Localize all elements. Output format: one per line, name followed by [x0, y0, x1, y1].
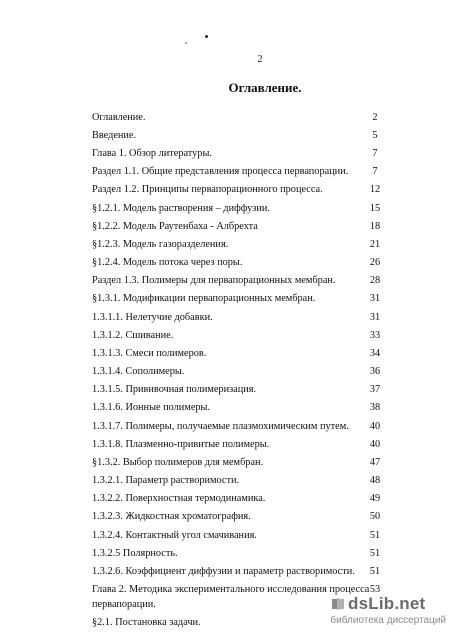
toc-entry-title: §1.2.1. Модель растворения – диффузии. — [92, 203, 270, 214]
toc-entry-title: §2.1. Постановка задачи. — [92, 617, 201, 628]
toc-entry-page: 47 — [369, 457, 381, 468]
toc-entry-title: 1.3.1.5. Прививочная полимеризация. — [92, 384, 257, 395]
toc-entry — [0, 201, 450, 216]
toc-entry-title: 1.3.2.5 Полярность. — [92, 548, 178, 559]
toc-entry-page: 12 — [369, 184, 381, 195]
toc-entry — [0, 346, 450, 361]
toc-entry-title: 1.3.2.6. Коэффициент диффузии и параметр растворимости. — [92, 566, 355, 577]
book-icon — [331, 597, 345, 611]
toc-entry — [0, 237, 450, 252]
toc-entry-page: 31 — [369, 293, 381, 304]
toc-entry-title: Раздел 1.2. Принципы первапорационного процесса. — [92, 184, 323, 195]
toc-entry — [0, 110, 450, 125]
toc-entry-page: 37 — [369, 384, 381, 395]
toc-entry-page: 26 — [369, 257, 381, 268]
toc-entry-title: 1.3.1.3. Смеси полимеров. — [92, 348, 207, 359]
toc-entry-title: §1.3.2. Выбор полимеров для мембран. — [92, 457, 264, 468]
toc-entry-title: 1.3.2.1. Параметр растворимости. — [92, 475, 240, 486]
toc-entry — [0, 473, 450, 488]
toc-entry — [0, 419, 450, 434]
toc-entry — [0, 328, 450, 343]
toc-entry — [0, 528, 450, 543]
toc-entry-page: 7 — [372, 166, 378, 177]
toc-entry-page: 34 — [369, 348, 381, 359]
toc-entry-page: 38 — [369, 402, 381, 413]
toc-entry-title: 1.3.1.2. Сшивание. — [92, 330, 174, 341]
toc-entry-page: 51 — [369, 566, 381, 577]
toc-entry-page: 33 — [369, 330, 381, 341]
scan-speck — [185, 42, 187, 44]
toc-entry — [0, 219, 450, 234]
toc-entry-page: 21 — [369, 239, 381, 250]
toc-entry-title: 1.3.1.8. Плазменно-привитые полимеры. — [92, 439, 270, 450]
toc-entry — [0, 400, 450, 415]
watermark-tagline: библиотека диссертаций — [330, 615, 446, 626]
toc-entry-title: Оглавление. — [92, 112, 146, 123]
toc-entry-page: 2 — [372, 112, 378, 123]
watermark-logo — [328, 594, 446, 630]
toc-entry-title: 1.3.2.2. Поверхностная термодинамика. — [92, 493, 266, 504]
toc-entry-title: Глава 1. Обзор литературы. — [92, 148, 212, 159]
toc-entry-title: Введение. — [92, 130, 137, 141]
toc-entry — [0, 491, 450, 506]
toc-entry-page: 31 — [369, 312, 381, 323]
toc-entry — [0, 310, 450, 325]
toc-entry — [0, 364, 450, 379]
toc-entry-page: 40 — [369, 421, 381, 432]
toc-entry-title: §1.3.1. Модификации первапорационных мембран. — [92, 293, 316, 304]
toc-entry-page: 5 — [372, 130, 378, 141]
toc-entry — [0, 255, 450, 270]
toc-entry — [0, 546, 450, 561]
toc-entry-page: 40 — [369, 439, 381, 450]
toc-entry — [0, 382, 450, 397]
toc-entry-title: 1.3.1.7. Полимеры, получаемые плазмохимическим путем. — [92, 421, 349, 432]
toc-entry-title: 1.3.1.6. Ионные полимеры. — [92, 402, 211, 413]
toc-entry-title: §1.2.3. Модель газоразделения. — [92, 239, 229, 250]
toc-entry-title: 1.3.1.4. Сополимеры. — [92, 366, 185, 377]
toc-entry-page: 18 — [369, 221, 381, 232]
toc-entry-title: Раздел 1.1. Общие представления процесса первапорации. — [92, 166, 349, 177]
toc-entry — [0, 128, 450, 143]
toc-entry — [0, 273, 450, 288]
toc-entry-page: 15 — [369, 203, 381, 214]
toc-entry-title: §1.2.2. Модель Раутенбаха - Албрехта — [92, 221, 258, 232]
toc-entry-page: 7 — [372, 148, 378, 159]
toc-entry-title: Глава 2. Методика экспериментального исследования процесса — [92, 584, 370, 595]
toc-entry — [0, 146, 450, 161]
toc-entry — [0, 164, 450, 179]
toc-entry-page: 50 — [369, 511, 381, 522]
toc-entry — [0, 437, 450, 452]
toc-entry — [0, 509, 450, 524]
toc-entry-page: 28 — [369, 275, 381, 286]
toc-entry — [0, 564, 450, 579]
toc-entry-title: Раздел 1.3. Полимеры для первапорационных мембран. — [92, 275, 336, 286]
page-title: Оглавление. — [228, 80, 302, 95]
page-number: 2 — [257, 54, 263, 65]
toc-entry — [0, 291, 450, 306]
toc-entry-page: 48 — [369, 475, 381, 486]
toc-entry-page: 51 — [369, 548, 381, 559]
toc-entry-page: 36 — [369, 366, 381, 377]
toc-entry-title: первапорации. — [92, 599, 156, 610]
toc-entry-page: 49 — [369, 493, 381, 504]
toc-entry-page: 51 — [369, 530, 381, 541]
toc-entry-title: 1.3.2.3. Жидкостная хроматография. — [92, 511, 251, 522]
toc-entry — [0, 182, 450, 197]
watermark-logo-text: dsLib.net — [348, 594, 426, 613]
toc-entry-page: 53 — [369, 584, 381, 595]
toc-entry-title: §1.2.4. Модель потока через поры. — [92, 257, 243, 268]
scan-speck — [205, 35, 208, 38]
toc-entry-title: 1.3.2.4. Контактный угол смачивания. — [92, 530, 257, 541]
toc-entry — [0, 455, 450, 470]
toc-entry-title: 1.3.1.1. Нелетучие добавки. — [92, 312, 213, 323]
